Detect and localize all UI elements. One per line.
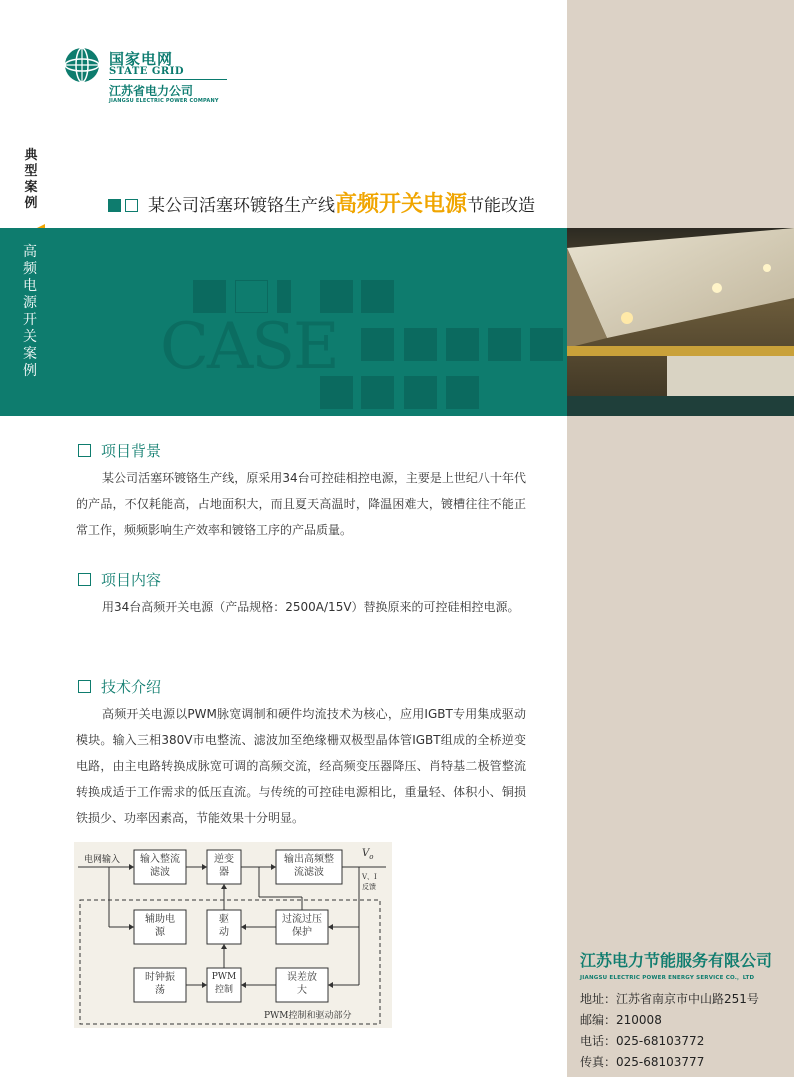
contact-list	[580, 989, 780, 1073]
diagram-output-voltage: $V_o$	[362, 848, 374, 861]
title-highlight: 高频开关电源	[335, 192, 468, 217]
decor-block	[404, 328, 437, 361]
section-title-tech: 技术介绍	[78, 676, 161, 697]
logo-sub-cn: 江苏省电力公司	[109, 84, 194, 98]
company-info	[580, 948, 780, 1073]
diagram-box-output: 输出高频整流滤波	[284, 854, 334, 878]
contact-phone: 电话：025-68103772	[580, 1034, 705, 1048]
decor-block	[530, 328, 563, 361]
state-grid-logo	[63, 46, 233, 106]
decor-block	[488, 328, 521, 361]
company-name-cn: 江苏电力节能服务有限公司	[580, 951, 773, 970]
section-body-background: 某公司活塞环镀铬生产线，原采用34台可控硅相控电源，主要是上世纪八十年代的产品，不仅耗能高，占地面积大，而且夏天高温时，降温困难大，镀槽往往不能正常工作，频频影响生产效率和镀铬工序的产品质量。	[76, 471, 526, 537]
logo-divider	[109, 79, 227, 80]
contact-postcode: 邮编：210008	[580, 1013, 662, 1027]
decor-block	[320, 280, 353, 313]
section-title-background: 项目背景	[78, 440, 161, 461]
diagram-box-pwm: PWM控制	[211, 972, 237, 995]
logo-name-en: STATE GRID	[109, 66, 185, 77]
decor-block	[277, 280, 291, 313]
decor-block	[361, 280, 394, 313]
diagram-box-protection: 过流过压保护	[282, 914, 322, 938]
diagram-box-error-amp: 误差放大	[287, 972, 317, 996]
block-diagram	[74, 842, 392, 1028]
diagram-box-rectifier: 输入整流滤波	[140, 854, 180, 878]
diagram-feedback-vi: V、I	[362, 873, 377, 881]
logo-name-cn: 国家电网	[109, 50, 174, 68]
title-suffix: 节能改造	[467, 196, 536, 216]
page-title	[108, 187, 535, 218]
decor-block	[446, 328, 479, 361]
contact-address: 地址：江苏省南京市中山路251号	[580, 992, 759, 1006]
section-box-icon	[78, 680, 91, 693]
contact-fax: 传真：025-68103777	[580, 1055, 705, 1069]
state-grid-globe-icon	[63, 46, 101, 84]
diagram-group-label: PWM控制和驱动部分	[264, 1011, 352, 1021]
side-category-label: 典型案例	[24, 148, 38, 211]
case-watermark: CASE	[160, 310, 338, 384]
section-body-content: 用34台高频开关电源（产品规格：2500A/15V）替换原来的可控硅相控电源。	[102, 600, 520, 614]
diagram-box-inverter: 逆变器	[214, 854, 234, 878]
outline-square-icon	[125, 199, 138, 212]
decor-block	[446, 376, 479, 409]
diagram-label-input: 电网输入	[84, 855, 121, 865]
decor-block	[193, 280, 226, 313]
side-sub-label: 高频电源开关案例	[23, 244, 37, 379]
decor-block	[235, 280, 268, 313]
decor-block	[404, 376, 437, 409]
section-box-icon	[78, 573, 91, 586]
factory-photo	[567, 228, 794, 416]
title-prefix: 某公司活塞环镀铬生产线	[148, 196, 335, 216]
diagram-box-clock: 时钟振荡	[145, 972, 175, 996]
diagram-box-drive: 驱动	[219, 914, 229, 938]
diagram-feedback: 反馈	[362, 883, 376, 891]
section-body-tech: 高频开关电源以PWM脉宽调制和硬件均流技术为核心，应用IGBT专用集成驱动模块。输入三相380V市电整流、滤波加至绝缘栅双极型晶体管IGBT组成的全桥逆变电路，由主电路转换成脉宽可调的高频交流，经高频变压器降压、肖特基二极管整流转换成适于工作需求的低压直流。与传统的可控硅电源相比，重量轻、体积小、铜损铁损少、功率因素高，节能效果十分明显。	[76, 707, 526, 825]
right-panel	[567, 0, 794, 1077]
section-box-icon	[78, 444, 91, 457]
section-title-content: 项目内容	[78, 569, 161, 590]
decor-block	[361, 328, 394, 361]
logo-sub-en: JIANGSU ELECTRIC POWER COMPANY	[109, 98, 219, 104]
decor-block	[361, 376, 394, 409]
company-name-en: JIANGSU ELECTRIC POWER ENERGY SERVICE CO.，LTD	[580, 975, 755, 981]
filled-square-icon	[108, 199, 121, 212]
diagram-box-aux-power: 辅助电源	[145, 914, 175, 938]
